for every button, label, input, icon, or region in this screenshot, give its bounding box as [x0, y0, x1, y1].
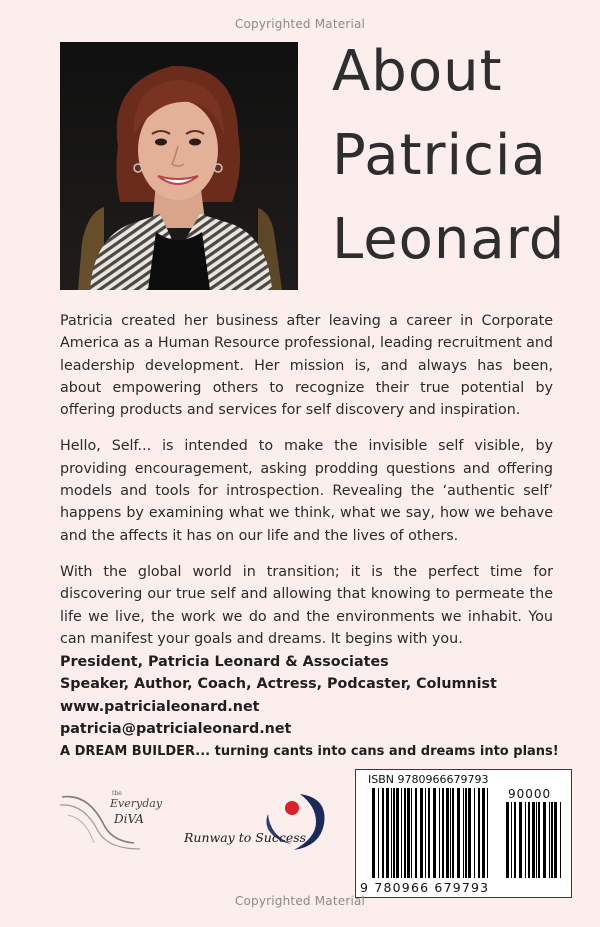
barcode-bar: [478, 788, 480, 878]
barcode-bar: [442, 788, 444, 878]
barcode-bar: [382, 788, 384, 878]
barcode-digits: 9 780966 679793: [360, 880, 490, 895]
author-credits: [60, 651, 580, 763]
barcode-bar: [450, 788, 451, 878]
barcode-bar: [532, 802, 535, 878]
barcode-bar: [428, 788, 430, 878]
barcode-bar: [551, 802, 553, 878]
page-title: [332, 30, 592, 282]
credit-titles: Speaker, Author, Coach, Actress, Podcaster, Columnist: [60, 676, 497, 693]
barcode-bar: [463, 788, 464, 878]
barcode-bar: [536, 802, 537, 878]
barcode-bar: [514, 802, 516, 878]
barcode-bar: [433, 788, 436, 878]
barcode-bar: [457, 788, 460, 878]
isbn-label: ISBN 9780966679793: [368, 773, 489, 786]
barcode-bar: [439, 788, 440, 878]
barcode-bar: [372, 788, 375, 878]
bio-paragraph: With the global world in transition; it is the perfect time for discovering our true self and allowing that knowing to permeate the life we live, the work we do and the environments we inhabit. You can manifest your goals and dreams. It begins with you.: [60, 563, 553, 647]
barcode-bar: [506, 802, 509, 878]
diva-small-text: the: [112, 790, 122, 797]
barcode-bar: [378, 788, 379, 878]
barcode-bar: [474, 788, 475, 878]
credit-tagline: A DREAM BUILDER... turning cants into cans and dreams into plans!: [60, 743, 559, 759]
runway-to-success-icon: [182, 788, 332, 858]
barcode-bar: [393, 788, 395, 878]
barcode-bar: [415, 788, 417, 878]
barcode-bar: [549, 802, 550, 878]
barcode-bar: [525, 802, 526, 878]
barcode-bar: [528, 802, 530, 878]
runway-logo-text: Runway to Success: [184, 830, 307, 845]
barcode-bar: [538, 802, 540, 878]
barcode-bar: [543, 802, 546, 878]
barcode-bar: [511, 802, 512, 878]
author-photo: [60, 42, 298, 290]
credit-email: patricia@patricialeonard.net: [60, 721, 292, 738]
barcode-bar: [425, 788, 426, 878]
barcode-bar: [407, 788, 410, 878]
barcode-bar: [411, 788, 412, 878]
everyday-diva-swoosh-icon: [58, 785, 178, 855]
credit-role: President, Patricia Leonard & Associates: [60, 654, 389, 670]
barcode-bar: [386, 788, 389, 878]
author-portrait-illustration: [60, 42, 298, 290]
barcode-bar: [404, 788, 406, 878]
barcode-bar: [519, 802, 522, 878]
barcode-addon-number: 90000: [508, 787, 552, 801]
bio-paragraph: Hello, Self... is intended to make the invisible self visible, by providing encouragement, asking prodding questions and offering models and tools for introspection. Revealing the ‘authentic self’ happens by examining what we think, what we say, how we behave and the affects it has on our life and the lives of others.: [60, 438, 553, 544]
barcode-bar: [560, 802, 561, 878]
barcode-bar: [554, 802, 557, 878]
author-bio: [60, 310, 553, 664]
title-line-about: About: [332, 39, 503, 104]
bio-paragraph: Patricia created her business after leaving a career in Corporate America as a Human Resource professional, leading recruitment and leadership development. Her mission is, and always has been, about empowering others to recognize their true potential by offering products and services for self discovery and inspiration.: [60, 313, 553, 419]
diva-line1-text: Everyday: [110, 797, 163, 810]
diva-line2-text: DiVA: [114, 812, 144, 826]
barcode-bar: [465, 788, 467, 878]
barcode-bar: [487, 788, 488, 878]
barcode-bar: [468, 788, 471, 878]
credit-website: www.patricialeonard.net: [60, 698, 260, 715]
barcode-bar: [396, 788, 399, 878]
barcode-bar: [482, 788, 485, 878]
everyday-diva-logo: [58, 785, 178, 855]
barcode-bar: [452, 788, 454, 878]
barcode-bar: [391, 788, 392, 878]
title-line-last-name: Leonard: [332, 207, 566, 272]
isbn-barcode: [355, 769, 572, 898]
copyright-watermark-bottom: Copyrighted Material: [234, 894, 366, 908]
title-line-first-name: Patricia: [332, 123, 547, 188]
barcode-bar: [401, 788, 402, 878]
copyright-watermark-top: Copyrighted Material: [234, 17, 366, 31]
runway-to-success-logo: [182, 788, 332, 858]
barcode-bar: [446, 788, 449, 878]
barcode-bar: [420, 788, 423, 878]
